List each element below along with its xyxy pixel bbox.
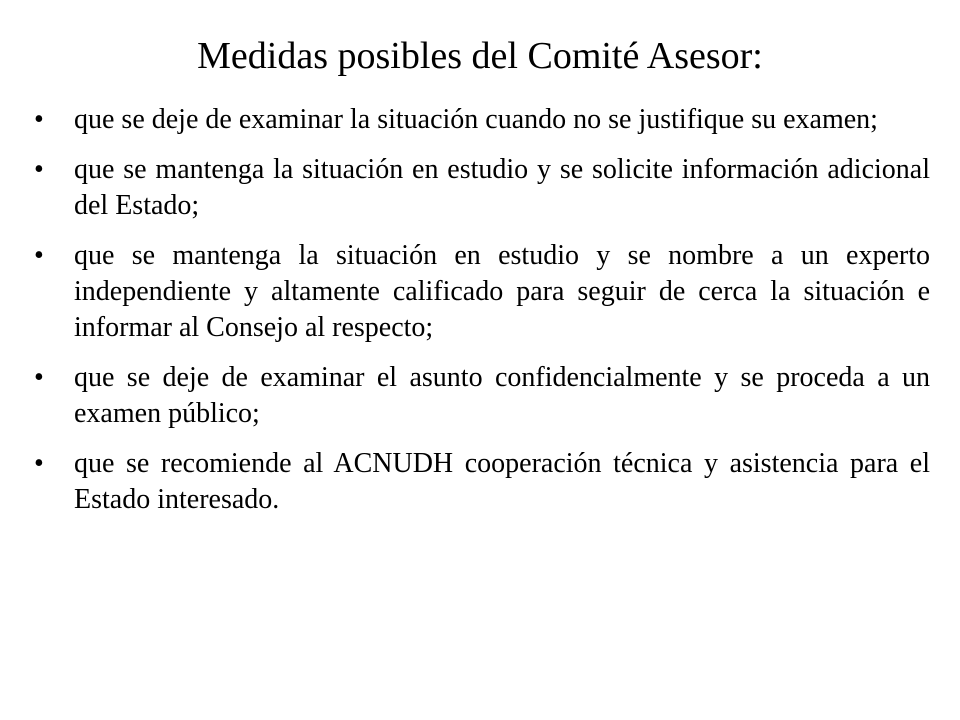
bullet-icon: • [34,362,44,393]
bullet-list [30,102,930,532]
bullet-icon: • [34,240,44,271]
bullet-item [30,360,930,432]
bullet-icon: • [34,154,44,185]
slide-title: Medidas posibles del Comité Asesor: [197,35,763,77]
bullet-item [30,152,930,224]
bullet-item [30,446,930,518]
bullet-text: que se deje de examinar la situación cuando no se justifique su examen; [74,104,878,135]
bullet-icon: • [34,104,44,135]
bullet-item [30,238,930,346]
bullet-item [30,102,930,138]
bullet-text: que se mantenga la situación en estudio y se nombre a un experto independiente y altamente calificado para seguir de cerca la situación e informar al Consejo al respecto; [74,240,930,343]
bullet-text: que se deje de examinar el asunto confidencialmente y se proceda a un examen público; [74,362,930,429]
bullet-text: que se recomiende al ACNUDH cooperación técnica y asistencia para el Estado interesado. [74,448,930,515]
bullet-text: que se mantenga la situación en estudio y se solicite información adicional del Estado; [74,154,930,221]
bullet-icon: • [34,448,44,479]
